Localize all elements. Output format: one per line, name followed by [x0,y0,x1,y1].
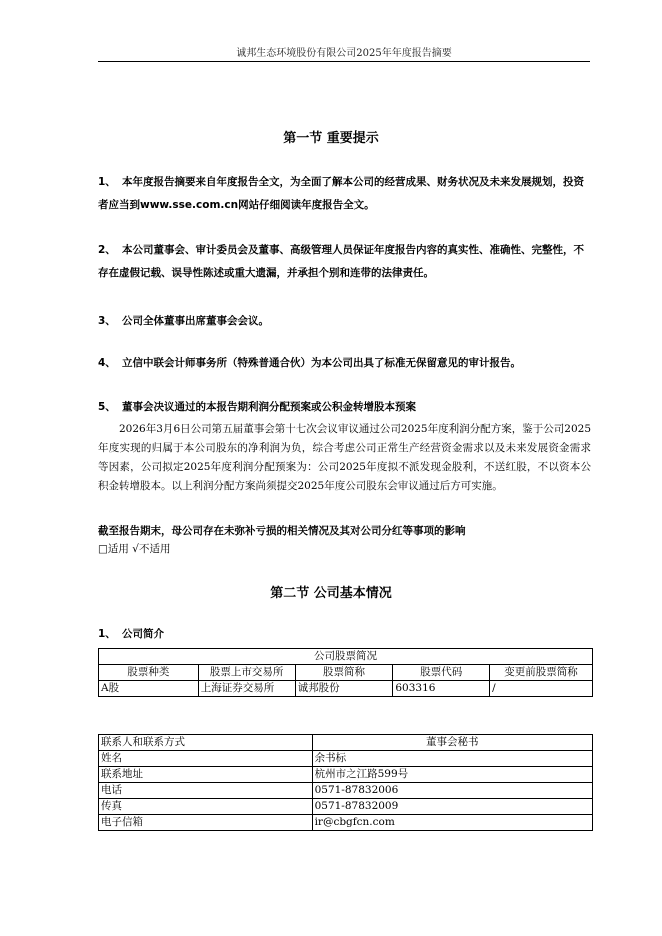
deficit-question: 截至报告期末，母公司存在未弥补亏损的相关情况及其对公司分红等事项的影响 [98,525,466,537]
notice-item-2 [98,239,593,285]
table-header-cell: 股票上市交易所 [198,665,295,681]
table-header-cell: 股票代码 [393,665,490,681]
table-header-cell: 董事会秘书 [312,735,592,751]
table-header-cell: 股票种类 [99,665,199,681]
contact-info-table [98,734,593,831]
running-header: 诚邦生态环境股份有限公司2025年年度报告摘要 [236,48,452,59]
table-header-cell: 股票简称 [295,665,393,681]
notice-item-1-number: 1、 [98,176,116,188]
contact-table-header-row [99,735,593,751]
notice-item-3-number: 3、 [98,315,116,327]
table-cell: 0571-87832006 [312,783,592,799]
table-row [99,751,593,767]
section-2-title: 第二节 公司基本情况 [270,586,392,601]
notice-item-4-text: 立信中联会计师事务所（特殊普通合伙）为本公司出具了标准无保留意见的审计报告。 [122,357,521,369]
stock-table-caption-row [99,649,593,665]
stock-info-table [98,648,593,697]
notice-item-3-text: 公司全体董事出席董事会会议。 [122,315,269,327]
table-cell: / [490,681,593,697]
stock-table-header-row [99,665,593,681]
header-rule [98,61,590,62]
table-header-cell: 联系人和联系方式 [99,735,313,751]
table-row [99,681,593,697]
table-cell: 诚邦股份 [295,681,393,697]
table-cell: 603316 [393,681,490,697]
stock-table-caption: 公司股票简况 [99,649,593,665]
subsection-label: 公司简介 [122,628,164,640]
notice-item-2-number: 2、 [98,244,116,256]
notice-item-4 [98,352,593,375]
notice-item-2-text: 本公司董事会、审计委员会及董事、高级管理人员保证年度报告内容的真实性、准确性、完整性，不存在虚假记载、误导性陈述或重大遗漏，并承担个别和连带的法律责任。 [98,244,584,279]
table-cell: 联系地址 [99,767,313,783]
notice-item-3 [98,310,593,333]
profit-distribution-paragraph: 2026年3月6日公司第五届董事会第十七次会议审议通过公司2025年度利润分配方案，鉴于公司2025年度实现的归属于本公司股东的净利润为负，综合考虑公司正常生产经营资金需求以及未来发展资金需求等因素，公司拟定2025年度利润分配预案为：公司2025年度拟不派发现金股利，不送红股，不以资本公积金转增股本。以上利润分配方案尚须提交2025年度公司股东会审议通过后方可实施。 [98,423,591,492]
table-cell: 电子信箱 [99,815,313,831]
table-cell: 0571-87832009 [312,799,592,815]
notice-item-1 [98,171,593,217]
table-cell: A股 [99,681,199,697]
notice-item-5 [98,396,593,419]
applicability-checkboxes: □适用 √不适用 [98,543,171,555]
table-cell: 杭州市之江路599号 [312,767,592,783]
notice-item-5-text: 董事会决议通过的本报告期利润分配预案或公积金转增股本预案 [122,401,416,413]
table-row [99,783,593,799]
table-cell: 传真 [99,799,313,815]
section-1-title: 第一节 重要提示 [283,131,379,146]
table-cell: 电话 [99,783,313,799]
table-row [99,815,593,831]
table-cell[interactable]: ir@cbgfcn.com [312,815,592,831]
table-cell: 姓名 [99,751,313,767]
notice-item-4-number: 4、 [98,357,116,369]
table-cell: 余书标 [312,751,592,767]
notice-item-5-number: 5、 [98,401,116,413]
notice-item-1-text: 本年度报告摘要来自年度报告全文，为全面了解本公司的经营成果、财务状况及未来发展规划，投资者应当到www.sse.com.cn网站仔细阅读年度报告全文。 [98,176,584,211]
subsection-number: 1、 [98,628,116,640]
subsection-company-profile [98,623,593,646]
table-row [99,767,593,783]
table-row [99,799,593,815]
table-cell: 上海证券交易所 [198,681,295,697]
table-header-cell: 变更前股票简称 [490,665,593,681]
